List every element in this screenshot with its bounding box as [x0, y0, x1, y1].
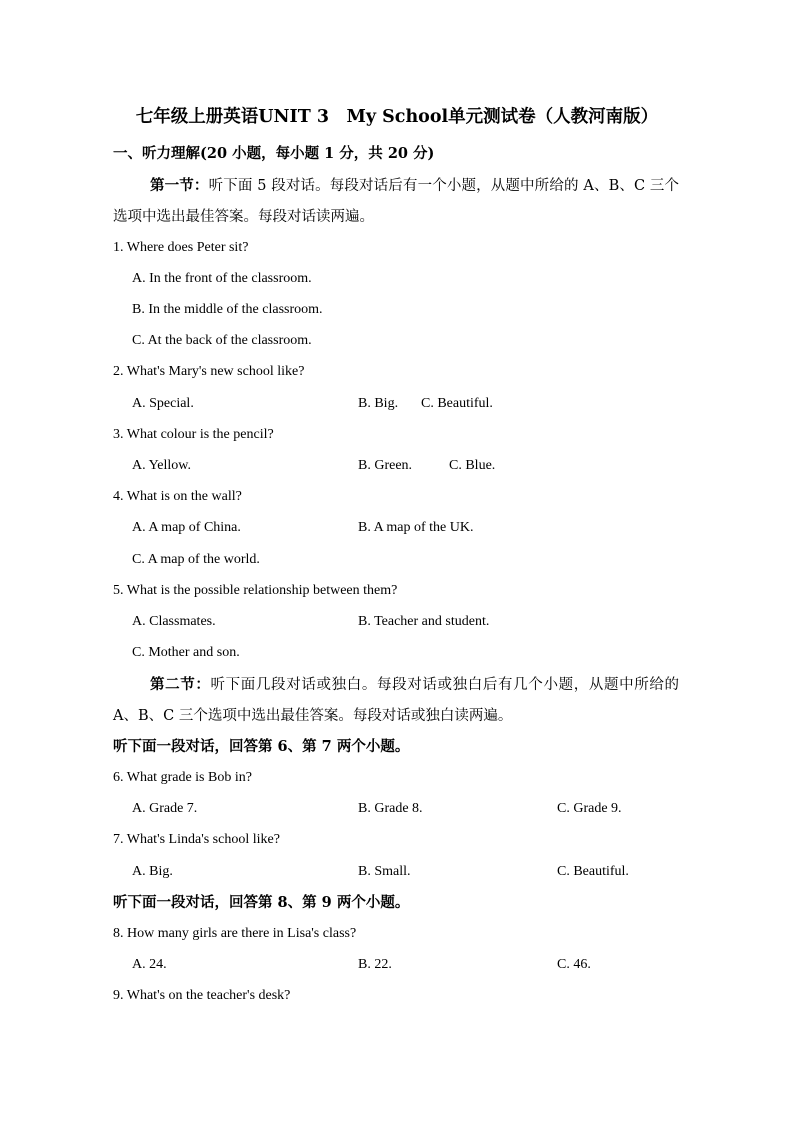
part2-instructions [113, 669, 679, 732]
question-7-option-b: B. Small. [358, 864, 411, 879]
question-1: 1. Where does Peter sit? [113, 240, 249, 255]
part1-lead: 第一节： [150, 177, 209, 194]
question-5-option-b: B. Teacher and student. [358, 614, 490, 629]
question-4-option-c: C. A map of the world. [132, 552, 260, 567]
question-8-option-c: C. 46. [557, 957, 591, 972]
question-1-option-a: A. In the front of the classroom. [132, 271, 312, 286]
question-2-option-b: B. Big. [358, 396, 399, 411]
section-heading-listening: 一、听力理解(20 小题，每小题 1 分，共 20 分) [113, 145, 435, 162]
question-1-option-b: B. In the middle of the classroom. [132, 302, 323, 317]
question-8-option-b: B. 22. [358, 957, 392, 972]
question-3-option-c: C. Blue. [449, 458, 496, 473]
question-6-option-b: B. Grade 8. [358, 801, 423, 816]
question-1-option-c: C. At the back of the classroom. [132, 333, 312, 348]
question-7-option-a: A. Big. [132, 864, 173, 879]
question-9: 9. What's on the teacher's desk? [113, 988, 291, 1003]
page-title: 七年级上册英语UNIT 3 My School单元测试卷（人教河南版） [135, 107, 659, 127]
question-2-option-a: A. Special. [132, 396, 194, 411]
question-8: 8. How many girls are there in Lisa's class? [113, 926, 357, 941]
question-6-option-c: C. Grade 9. [557, 801, 622, 816]
question-3-option-a: A. Yellow. [132, 458, 191, 473]
question-4-option-b: B. A map of the UK. [358, 520, 474, 535]
question-6: 6. What grade is Bob in? [113, 770, 252, 785]
question-2-option-c: C. Beautiful. [421, 396, 493, 411]
part1-instructions [113, 170, 679, 233]
part2-text: 听下面几段对话或独白。每段对话或独白后有几个小题，从题中所给的 A、B、C 三个选项中选出最佳答案。每段对话或独白读两遍。 [113, 677, 679, 724]
question-7: 7. What's Linda's school like? [113, 832, 280, 847]
question-5-option-c: C. Mother and son. [132, 645, 240, 660]
question-6-option-a: A. Grade 7. [132, 801, 198, 816]
question-3: 3. What colour is the pencil? [113, 427, 274, 442]
question-8-option-a: A. 24. [132, 957, 167, 972]
question-5: 5. What is the possible relationship between them? [113, 583, 398, 598]
instruction-questions-8-9: 听下面一段对话，回答第 8、第 9 两个小题。 [113, 894, 410, 911]
part1-text: 听下面 5 段对话。每段对话后有一个小题，从题中所给的 A、B、C 三个选项中选出最佳答案。每段对话读两遍。 [113, 178, 680, 225]
question-4-option-a: A. A map of China. [132, 520, 241, 535]
instruction-questions-6-7: 听下面一段对话，回答第 6、第 7 两个小题。 [113, 738, 410, 755]
question-4: 4. What is on the wall? [113, 489, 242, 504]
question-5-option-a: A. Classmates. [132, 614, 216, 629]
question-3-option-b: B. Green. [358, 458, 413, 473]
question-7-option-c: C. Beautiful. [557, 864, 629, 879]
question-2: 2. What's Mary's new school like? [113, 364, 305, 379]
part2-lead: 第二节： [150, 676, 211, 693]
